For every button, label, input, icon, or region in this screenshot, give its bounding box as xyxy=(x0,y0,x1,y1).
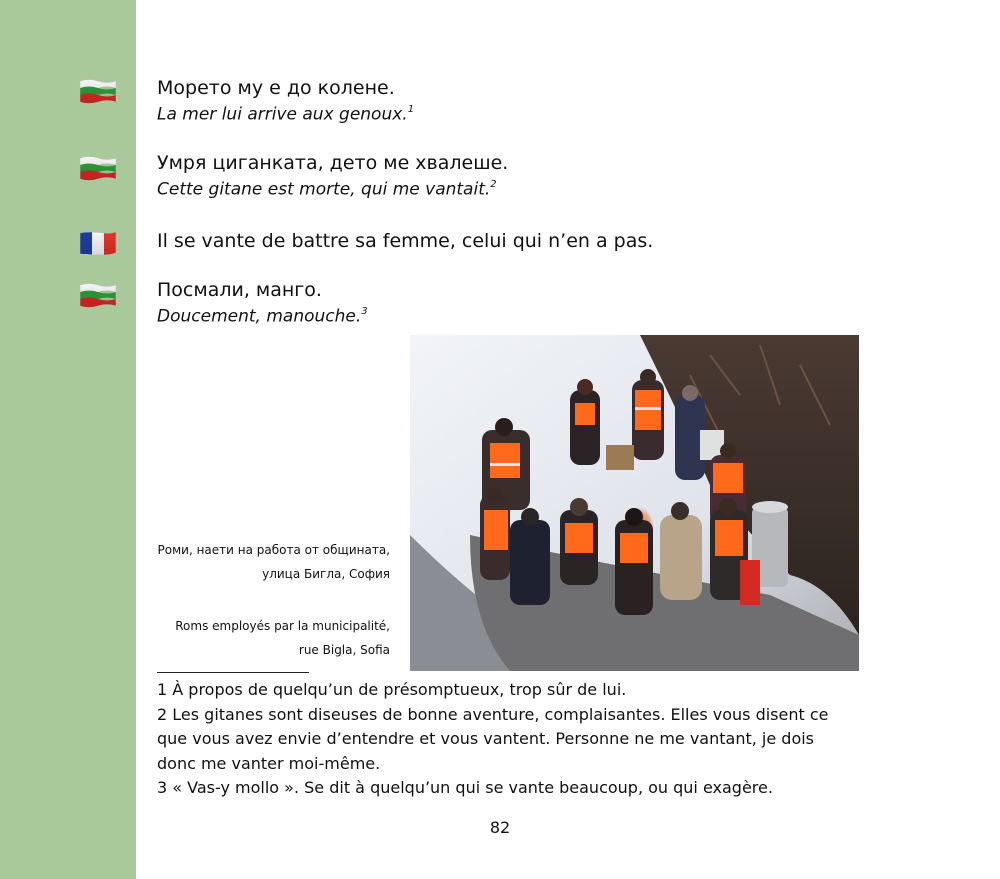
proverb-original: Умря циганката, дето ме хвалеше. xyxy=(157,152,509,174)
page-margin-band xyxy=(0,0,136,879)
proverb-original: Посмали, манго. xyxy=(157,279,322,301)
footnote-1: 1 À propos de quelqu’un de présomptueux, trop sûr de lui. xyxy=(157,680,627,699)
proverb-original: Морето му е до колене. xyxy=(157,77,395,99)
footnote-2: 2 Les gitanes sont diseuses de bonne aventure, complaisantes. Elles vous disent ce que vous avez envie d’entendre et vous vantent. Personne ne me vantant, je dois donc me vanter moi-même. xyxy=(157,704,829,773)
footnotes xyxy=(157,678,857,801)
bulgarian-flag-icon xyxy=(79,78,117,105)
page-number-text: 82 xyxy=(489,818,511,837)
proverb-3 xyxy=(157,229,653,253)
caption-line: rue Bigla, Sofia xyxy=(298,643,390,657)
proverb-original: Il se vante de battre sa femme, celui qui n’en a pas. xyxy=(157,230,654,252)
footnote-ref: 2 xyxy=(490,179,497,190)
caption-line: Roms employés par la municipalité, xyxy=(175,619,390,633)
photo-caption-french xyxy=(175,614,390,662)
proverb-1 xyxy=(157,76,414,126)
bulgarian-flag-icon xyxy=(79,282,117,309)
proverb-translation: Cette gitane est morte, qui me vantait.$^2$ xyxy=(157,179,497,200)
photo-roma-workers xyxy=(410,335,859,671)
proverb-translation: Doucement, manouche.$^3$ xyxy=(157,306,368,327)
footnote-3: 3 « Vas-y mollo ». Se dit à quelqu’un qui se vante beaucoup, ou qui exagère. xyxy=(157,778,773,797)
caption-line: улица Бигла, София xyxy=(262,567,390,581)
footnote-ref: 1 xyxy=(407,104,415,115)
caption-line: Роми, наети на работа от общината, xyxy=(157,543,390,557)
photo-caption-bulgarian xyxy=(158,538,390,586)
bulgarian-flag-icon xyxy=(79,155,117,182)
footnote-ref: 3 xyxy=(361,306,368,317)
proverb-translation: La mer lui arrive aux genoux.$^1$ xyxy=(157,104,415,125)
page-number xyxy=(0,818,1000,837)
footnote-rule xyxy=(157,672,309,673)
proverb-4 xyxy=(157,278,368,328)
french-flag-icon xyxy=(79,230,117,257)
proverb-2 xyxy=(157,151,508,201)
